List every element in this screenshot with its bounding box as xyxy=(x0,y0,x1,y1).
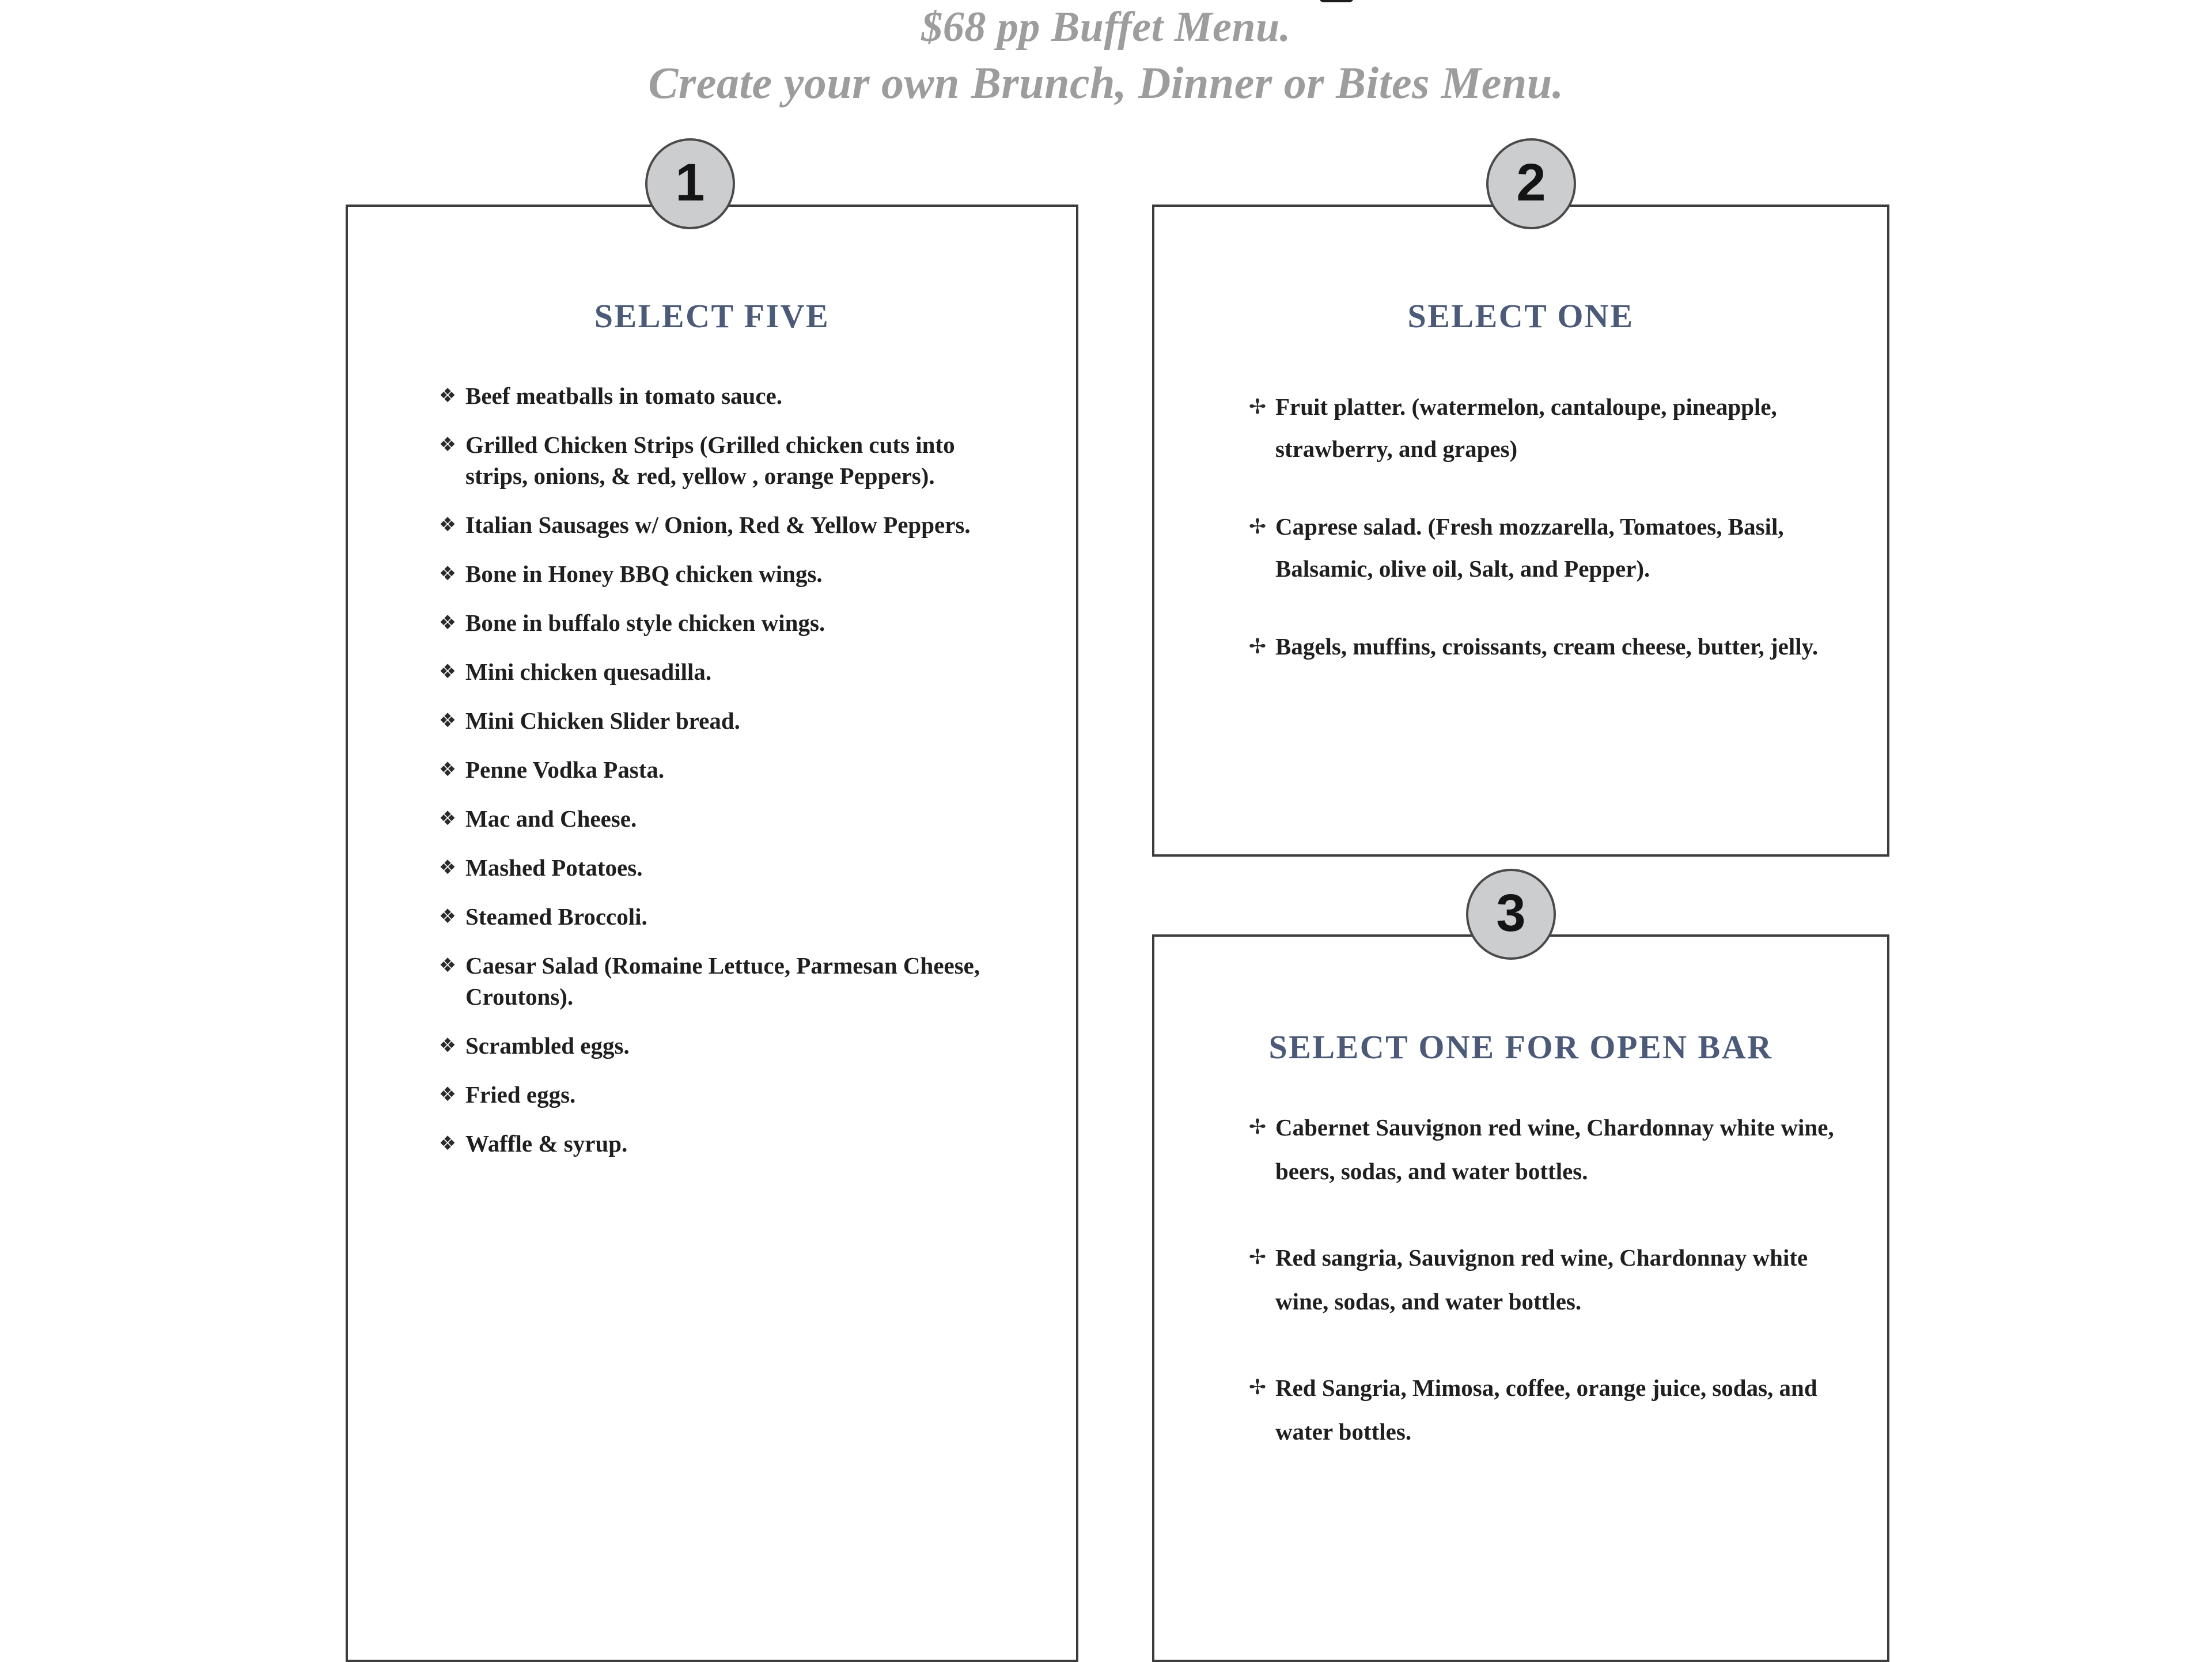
diamond-bullet-icon: ❖ xyxy=(438,513,457,537)
diamond-bullet-icon: ❖ xyxy=(438,384,457,408)
menu-item-label: Caprese salad. (Fresh mozzarella, Tomatoes, Basil, Balsamic, olive oil, Salt, and Pepper). xyxy=(1275,513,1784,582)
menu-item xyxy=(430,429,990,491)
step-badge-1-number: 1 xyxy=(675,153,705,212)
menu-item xyxy=(430,656,990,687)
diamond-bullet-icon: ❖ xyxy=(438,1132,457,1156)
diamond-bullet-icon: ❖ xyxy=(438,1034,457,1058)
menu-item xyxy=(430,1128,990,1159)
diamond-bullet-icon: ❖ xyxy=(438,954,457,978)
menu-item-label: Mini chicken quesadilla. xyxy=(465,658,712,686)
menu-item-label: Scrambled eggs. xyxy=(465,1032,630,1059)
menu-item-label: Italian Sausages w/ Onion, Red & Yellow Peppers. xyxy=(465,512,971,539)
diamond-bullet-icon: ❖ xyxy=(438,433,457,457)
menu-item-label: Mini Chicken Slider bread. xyxy=(465,707,740,735)
section-heading-3: SELECT ONE FOR OPEN BAR xyxy=(1268,1028,1773,1066)
menu-item xyxy=(430,705,990,736)
step-badge-1 xyxy=(645,138,735,229)
diamond-bullet-icon: ❖ xyxy=(438,856,457,880)
menu-item xyxy=(430,901,990,932)
menu-item-label: Bagels, muffins, croissants, cream cheese, butter, jelly. xyxy=(1275,633,1819,660)
menu-item-label: Bone in Honey BBQ chicken wings. xyxy=(465,561,823,588)
menu-item-label: Caesar Salad (Romaine Lettuce, Parmesan Cheese, Croutons). xyxy=(465,952,980,1010)
menu-item-label: Fried eggs. xyxy=(465,1081,576,1108)
menu-item-label: Grilled Chicken Strips (Grilled chicken cuts into strips, onions, & red, yellow , orange Peppers). xyxy=(465,431,955,490)
menu-item-list-3 xyxy=(1154,1106,1887,1453)
menu-item-label: Steamed Broccoli. xyxy=(465,903,647,930)
menu-item xyxy=(1240,1106,1864,1193)
menu-item xyxy=(430,1079,990,1110)
diamond-bullet-icon: ❖ xyxy=(438,905,457,929)
diamond-bullet-icon: ❖ xyxy=(438,758,457,782)
menu-item-label: Bone in buffalo style chicken wings. xyxy=(465,609,825,637)
menu-item xyxy=(430,558,990,589)
menu-section-select-five xyxy=(346,205,1078,1662)
step-badge-3-number: 3 xyxy=(1496,884,1526,942)
diamond-bullet-icon: ✢ xyxy=(1248,515,1267,539)
menu-item xyxy=(1240,506,1848,590)
section-heading-2: SELECT ONE xyxy=(1407,297,1634,335)
menu-item xyxy=(1240,386,1848,470)
menu-section-open-bar xyxy=(1152,934,1889,1662)
page-header xyxy=(0,0,2212,109)
diamond-bullet-icon: ❖ xyxy=(438,562,457,586)
menu-item xyxy=(430,754,990,785)
diamond-bullet-icon: ❖ xyxy=(438,660,457,684)
diamond-bullet-icon: ✢ xyxy=(1248,1245,1267,1270)
menu-price-title: $68 pp Buffet Menu. xyxy=(921,3,1291,51)
menu-item-label: Mashed Potatoes. xyxy=(465,854,643,881)
menu-item-label: Fruit platter. (watermelon, cantaloupe, pineapple, strawberry, and grapes) xyxy=(1275,393,1777,463)
menu-item-list-2 xyxy=(1154,386,1887,668)
menu-item-label: Beef meatballs in tomato sauce. xyxy=(465,383,782,410)
menu-item-label: Red sangria, Sauvignon red wine, Chardonnay white wine, sodas, and water bottles. xyxy=(1275,1244,1808,1315)
menu-section-select-one xyxy=(1152,205,1889,857)
diamond-bullet-icon: ❖ xyxy=(438,1083,457,1107)
diamond-bullet-icon: ✢ xyxy=(1248,1115,1267,1139)
menu-item-label: Mac and Cheese. xyxy=(465,805,637,832)
diamond-bullet-icon: ❖ xyxy=(438,709,457,733)
menu-item xyxy=(430,607,990,638)
diamond-bullet-icon: ✢ xyxy=(1248,1376,1267,1400)
menu-item-list-1 xyxy=(348,380,1076,1159)
diamond-bullet-icon: ❖ xyxy=(438,611,457,635)
menu-item-label: Cabernet Sauvignon red wine, Chardonnay white wine, beers, sodas, and water bottles. xyxy=(1275,1114,1834,1185)
menu-item xyxy=(430,803,990,834)
menu-item xyxy=(1240,626,1848,668)
page-header-ornament xyxy=(1319,0,1354,2)
diamond-bullet-icon: ❖ xyxy=(438,807,457,831)
section-heading-1: SELECT FIVE xyxy=(594,297,830,335)
menu-item xyxy=(430,950,990,1012)
menu-item-label: Penne Vodka Pasta. xyxy=(465,756,665,783)
menu-item xyxy=(430,509,990,540)
menu-item xyxy=(430,380,990,411)
menu-item-label: Waffle & syrup. xyxy=(465,1130,628,1157)
menu-subtitle: Create your own Brunch, Dinner or Bites Menu. xyxy=(648,58,1564,108)
step-badge-2 xyxy=(1486,138,1576,229)
diamond-bullet-icon: ✢ xyxy=(1248,635,1267,659)
step-badge-2-number: 2 xyxy=(1516,153,1546,212)
menu-item xyxy=(1240,1366,1864,1453)
menu-item xyxy=(1240,1236,1864,1323)
menu-item xyxy=(430,852,990,883)
menu-item xyxy=(430,1030,990,1061)
menu-item-label: Red Sangria, Mimosa, coffee, orange juice, sodas, and water bottles. xyxy=(1275,1375,1817,1445)
diamond-bullet-icon: ✢ xyxy=(1248,395,1267,419)
step-badge-3 xyxy=(1466,869,1556,960)
